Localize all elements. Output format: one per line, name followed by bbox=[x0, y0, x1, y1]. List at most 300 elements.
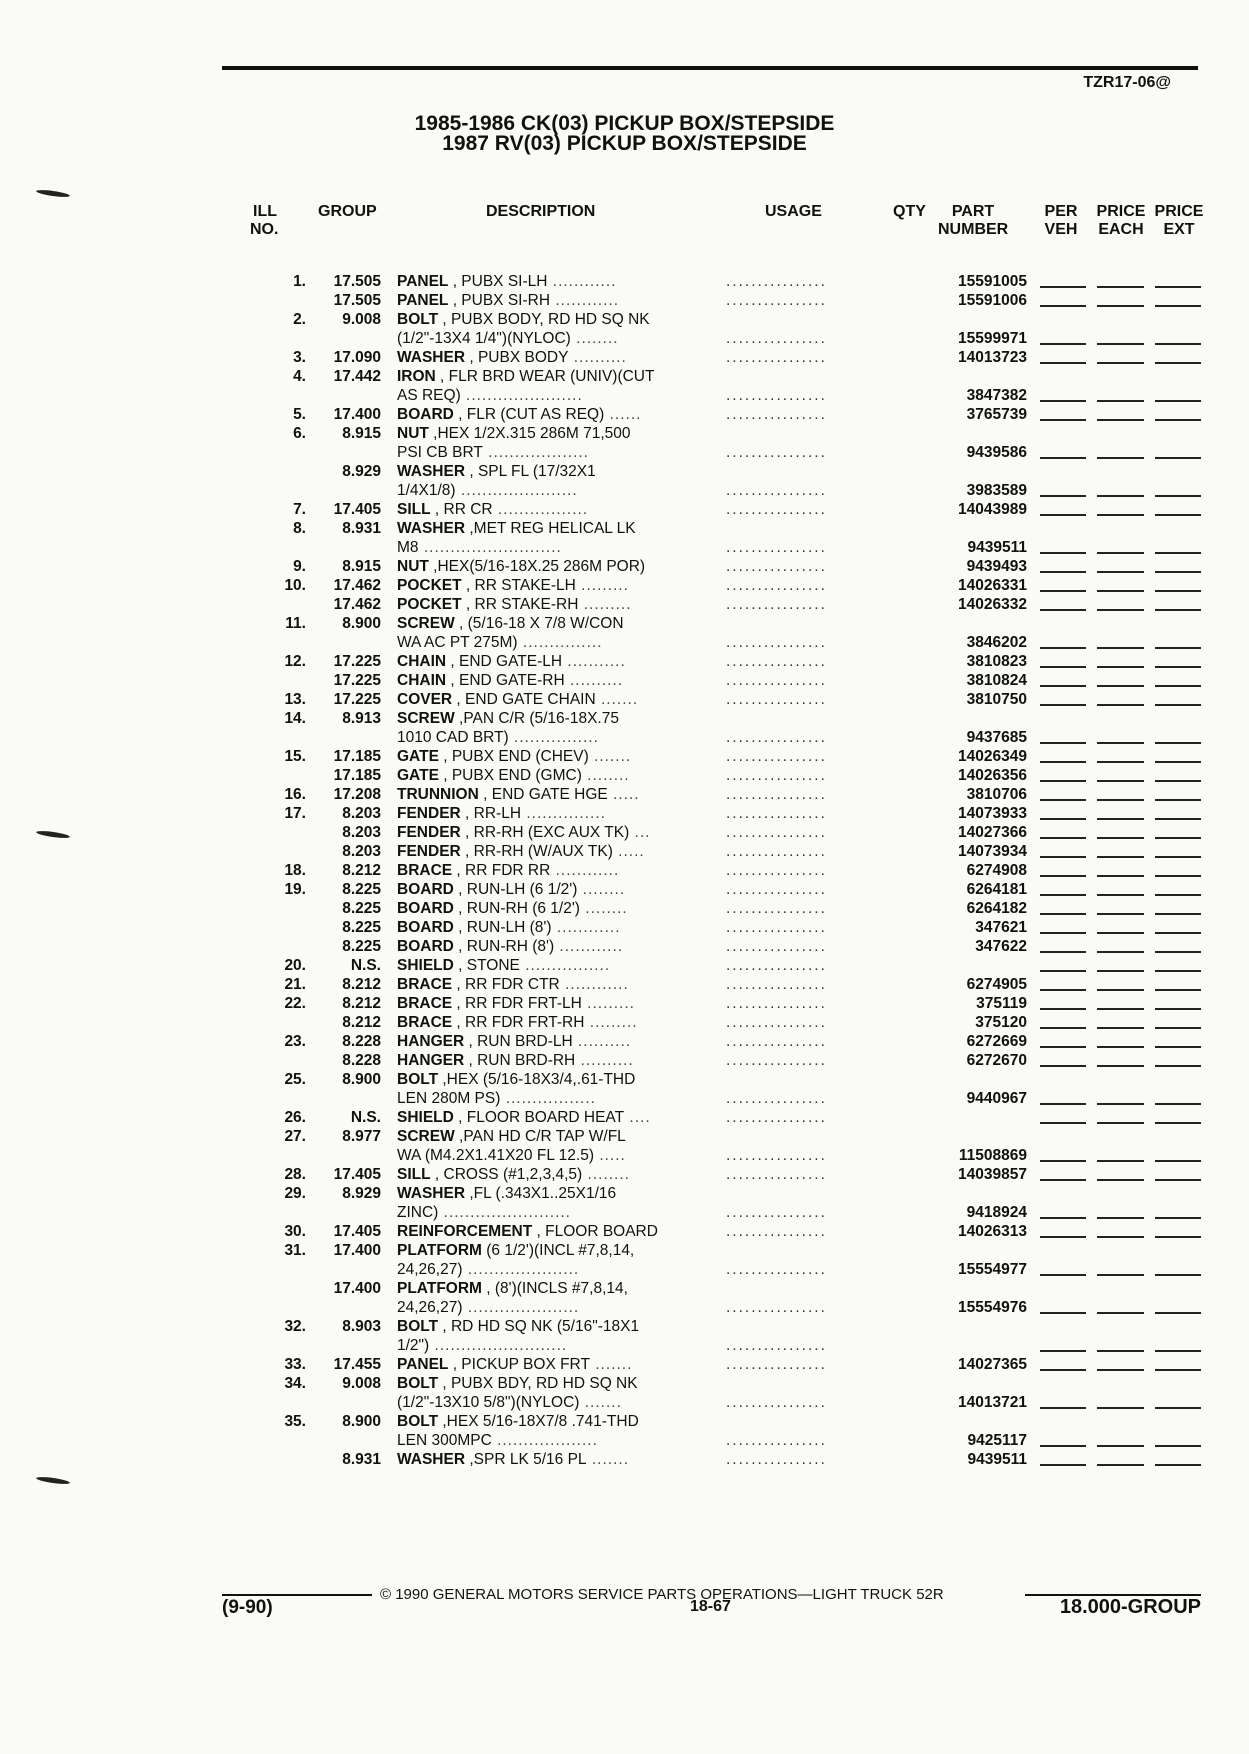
price-each-blank[interactable] bbox=[1097, 666, 1144, 668]
per-veh-blank[interactable] bbox=[1040, 609, 1086, 611]
price-ext-blank[interactable] bbox=[1155, 837, 1201, 839]
description bbox=[397, 386, 702, 405]
price-ext-blank[interactable] bbox=[1155, 1445, 1201, 1447]
per-veh-blank[interactable] bbox=[1040, 1274, 1086, 1276]
per-veh-blank[interactable] bbox=[1040, 343, 1086, 345]
description-detail: , PUBX END (GMC) bbox=[438, 767, 582, 784]
per-veh-blank[interactable] bbox=[1040, 1350, 1086, 1352]
price-each-blank[interactable] bbox=[1097, 1312, 1144, 1314]
per-veh-blank[interactable] bbox=[1040, 1027, 1086, 1029]
description-detail: 1010 CAD BRT) bbox=[397, 729, 509, 746]
price-each-blank[interactable] bbox=[1097, 1122, 1144, 1124]
per-veh-blank[interactable] bbox=[1040, 419, 1086, 421]
part-name: IRON bbox=[397, 368, 436, 385]
price-ext-blank[interactable] bbox=[1155, 400, 1201, 402]
part-number: 9439511 bbox=[967, 539, 1027, 556]
part-number: 15599971 bbox=[958, 330, 1027, 347]
price-each-blank[interactable] bbox=[1097, 970, 1144, 972]
usage: ................ bbox=[726, 824, 827, 841]
price-each-blank[interactable] bbox=[1097, 609, 1144, 611]
description bbox=[397, 595, 702, 614]
price-each-blank[interactable] bbox=[1097, 590, 1144, 592]
description-detail: , RR FDR RR bbox=[452, 862, 551, 879]
group-number: 8.212 bbox=[342, 862, 381, 879]
price-each-blank[interactable] bbox=[1097, 1369, 1144, 1371]
description bbox=[397, 1260, 702, 1279]
price-each-blank[interactable] bbox=[1097, 1217, 1144, 1219]
usage: ................ bbox=[726, 1394, 827, 1411]
price-each-blank[interactable] bbox=[1097, 1046, 1144, 1048]
leader-dots: ........... bbox=[562, 653, 626, 670]
part-number: 9425117 bbox=[967, 1432, 1027, 1449]
table-row bbox=[0, 975, 1249, 994]
part-name: BRACE bbox=[397, 1014, 453, 1031]
entry-blanks bbox=[1040, 1217, 1200, 1219]
price-each-blank[interactable] bbox=[1097, 951, 1144, 953]
usage: ................ bbox=[726, 938, 827, 955]
leader-dots: ............ bbox=[559, 976, 629, 993]
part-number: 14027366 bbox=[958, 824, 1027, 841]
per-veh-blank[interactable] bbox=[1040, 590, 1086, 592]
price-ext-blank[interactable] bbox=[1155, 457, 1201, 459]
part-name: BOLT bbox=[397, 1413, 439, 1430]
price-each-blank[interactable] bbox=[1097, 552, 1144, 554]
per-veh-blank[interactable] bbox=[1040, 818, 1086, 820]
price-ext-blank[interactable] bbox=[1155, 343, 1201, 345]
usage: ................ bbox=[726, 1052, 827, 1069]
ill-number: 5. bbox=[293, 406, 306, 423]
price-ext-blank[interactable] bbox=[1155, 742, 1201, 744]
table-row bbox=[0, 595, 1249, 614]
leader-dots: ............ bbox=[551, 919, 621, 936]
entry-blanks bbox=[1040, 780, 1200, 782]
part-number: 3846202 bbox=[966, 634, 1027, 651]
description-detail: , END GATE-LH bbox=[446, 653, 563, 670]
usage: ................ bbox=[726, 691, 827, 708]
group-number: 17.505 bbox=[333, 273, 381, 290]
price-each-blank[interactable] bbox=[1097, 1160, 1144, 1162]
price-each-blank[interactable] bbox=[1097, 761, 1144, 763]
per-veh-blank[interactable] bbox=[1040, 1312, 1086, 1314]
description bbox=[397, 329, 702, 348]
price-ext-blank[interactable] bbox=[1155, 305, 1201, 307]
per-veh-blank[interactable] bbox=[1040, 704, 1086, 706]
per-veh-blank[interactable] bbox=[1040, 951, 1086, 953]
price-each-blank[interactable] bbox=[1097, 1103, 1144, 1105]
entry-blanks bbox=[1040, 419, 1200, 421]
price-each-blank[interactable] bbox=[1097, 894, 1144, 896]
usage: ................ bbox=[726, 501, 827, 518]
ill-number: 28. bbox=[284, 1166, 306, 1183]
description-detail: (1/2"-13X4 1/4")(NYLOC) bbox=[397, 330, 571, 347]
price-ext-blank[interactable] bbox=[1155, 856, 1201, 858]
per-veh-blank[interactable] bbox=[1040, 552, 1086, 554]
price-ext-blank[interactable] bbox=[1155, 1350, 1201, 1352]
price-each-blank[interactable] bbox=[1097, 514, 1144, 516]
description-detail: , RR-RH (EXC AUX TK) bbox=[460, 824, 630, 841]
part-number: 3847382 bbox=[966, 387, 1027, 404]
price-each-blank[interactable] bbox=[1097, 989, 1144, 991]
leader-dots: ......... bbox=[578, 596, 632, 613]
per-veh-blank[interactable] bbox=[1040, 1065, 1086, 1067]
price-each-blank[interactable] bbox=[1097, 286, 1144, 288]
usage: ................ bbox=[726, 1014, 827, 1031]
price-each-blank[interactable] bbox=[1097, 913, 1144, 915]
group-number: 8.203 bbox=[342, 805, 381, 822]
part-name: BOARD bbox=[397, 938, 454, 955]
per-veh-blank[interactable] bbox=[1040, 666, 1086, 668]
description-detail: ,HEX (5/16-18X3/4,.61-THD bbox=[438, 1071, 636, 1088]
price-ext-blank[interactable] bbox=[1155, 1274, 1201, 1276]
description-detail: (1/2"-13X10 5/8")(NYLOC) bbox=[397, 1394, 580, 1411]
entry-blanks bbox=[1040, 305, 1200, 307]
price-ext-blank[interactable] bbox=[1155, 951, 1201, 953]
description bbox=[397, 1393, 702, 1412]
leader-dots: ......... bbox=[581, 995, 635, 1012]
page-title-line2: 1987 RV(03) PICKUP BOX/STEPSIDE bbox=[442, 132, 807, 155]
price-ext-blank[interactable] bbox=[1155, 875, 1201, 877]
description-detail: , CROSS (#1,2,3,4,5) bbox=[430, 1166, 583, 1183]
part-name: NUT bbox=[397, 558, 429, 575]
per-veh-blank[interactable] bbox=[1040, 856, 1086, 858]
price-each-blank[interactable] bbox=[1097, 856, 1144, 858]
description-detail: 24,26,27) bbox=[397, 1299, 463, 1316]
part-number: 3765739 bbox=[966, 406, 1027, 423]
per-veh-blank[interactable] bbox=[1040, 742, 1086, 744]
price-each-blank[interactable] bbox=[1097, 362, 1144, 364]
price-ext-blank[interactable] bbox=[1155, 989, 1201, 991]
per-veh-blank[interactable] bbox=[1040, 989, 1086, 991]
price-each-blank[interactable] bbox=[1097, 932, 1144, 934]
description bbox=[397, 1146, 702, 1165]
table-row bbox=[0, 1165, 1249, 1184]
price-ext-blank[interactable] bbox=[1155, 590, 1201, 592]
per-veh-blank[interactable] bbox=[1040, 1369, 1086, 1371]
part-number: 14039857 bbox=[958, 1166, 1027, 1183]
price-each-blank[interactable] bbox=[1097, 1350, 1144, 1352]
description bbox=[397, 1222, 702, 1241]
price-ext-blank[interactable] bbox=[1155, 1027, 1201, 1029]
group-number: 8.929 bbox=[342, 1185, 381, 1202]
leader-dots: ................... bbox=[491, 1432, 598, 1449]
description bbox=[397, 443, 702, 462]
per-veh-blank[interactable] bbox=[1040, 305, 1086, 307]
per-veh-blank[interactable] bbox=[1040, 571, 1086, 573]
page-title-line1: 1985-1986 CK(03) PICKUP BOX/STEPSIDE bbox=[414, 112, 835, 135]
price-ext-blank[interactable] bbox=[1155, 818, 1201, 820]
table-row bbox=[0, 1279, 1249, 1298]
per-veh-blank[interactable] bbox=[1040, 362, 1086, 364]
leader-dots: ..... bbox=[607, 786, 640, 803]
part-name: FENDER bbox=[397, 824, 461, 841]
ill-number: 32. bbox=[284, 1318, 306, 1335]
leader-dots: ................. bbox=[492, 501, 589, 518]
usage: ................ bbox=[726, 1147, 827, 1164]
ill-number: 14. bbox=[284, 710, 306, 727]
price-each-blank[interactable] bbox=[1097, 837, 1144, 839]
part-number: 6272670 bbox=[966, 1052, 1027, 1069]
header-per-line1: PER bbox=[1044, 203, 1078, 220]
leader-dots: .......... bbox=[564, 672, 624, 689]
group-number: 8.203 bbox=[342, 824, 381, 841]
footer-page-number: 18-67 bbox=[690, 1598, 731, 1615]
per-veh-blank[interactable] bbox=[1040, 1008, 1086, 1010]
price-ext-blank[interactable] bbox=[1155, 799, 1201, 801]
price-each-blank[interactable] bbox=[1097, 1236, 1144, 1238]
price-ext-blank[interactable] bbox=[1155, 932, 1201, 934]
price-ext-blank[interactable] bbox=[1155, 666, 1201, 668]
leader-dots: ......................... bbox=[429, 1337, 568, 1354]
part-name: BOARD bbox=[397, 919, 454, 936]
price-ext-blank[interactable] bbox=[1155, 1122, 1201, 1124]
ill-number: 33. bbox=[284, 1356, 306, 1373]
price-each-blank[interactable] bbox=[1097, 685, 1144, 687]
leader-dots: ....... bbox=[579, 1394, 622, 1411]
part-name: FENDER bbox=[397, 843, 461, 860]
per-veh-blank[interactable] bbox=[1040, 495, 1086, 497]
price-each-blank[interactable] bbox=[1097, 1274, 1144, 1276]
per-veh-blank[interactable] bbox=[1040, 1046, 1086, 1048]
price-each-blank[interactable] bbox=[1097, 1027, 1144, 1029]
leader-dots: .......................... bbox=[418, 539, 562, 556]
price-ext-blank[interactable] bbox=[1155, 1407, 1201, 1409]
per-veh-blank[interactable] bbox=[1040, 457, 1086, 459]
per-veh-blank[interactable] bbox=[1040, 913, 1086, 915]
ill-number: 7. bbox=[293, 501, 306, 518]
part-name: PANEL bbox=[397, 292, 449, 309]
price-each-blank[interactable] bbox=[1097, 780, 1144, 782]
table-row bbox=[0, 348, 1249, 367]
per-veh-blank[interactable] bbox=[1040, 970, 1086, 972]
per-veh-blank[interactable] bbox=[1040, 1464, 1086, 1466]
table-row bbox=[0, 576, 1249, 595]
per-veh-blank[interactable] bbox=[1040, 894, 1086, 896]
table-row bbox=[0, 500, 1249, 519]
per-veh-blank[interactable] bbox=[1040, 1217, 1086, 1219]
footer-copyright: © 1990 GENERAL MOTORS SERVICE PARTS OPERATIONS—LIGHT TRUCK 52R bbox=[380, 1586, 944, 1603]
price-each-blank[interactable] bbox=[1097, 1445, 1144, 1447]
usage: ................ bbox=[726, 881, 827, 898]
price-each-blank[interactable] bbox=[1097, 1065, 1144, 1067]
part-name: BRACE bbox=[397, 995, 453, 1012]
description bbox=[397, 348, 702, 367]
header-price-ext bbox=[1150, 203, 1208, 239]
usage: ................ bbox=[726, 482, 827, 499]
price-ext-blank[interactable] bbox=[1155, 1217, 1201, 1219]
price-ext-blank[interactable] bbox=[1155, 552, 1201, 554]
part-number: 14026313 bbox=[958, 1223, 1027, 1240]
part-number: 3810706 bbox=[966, 786, 1027, 803]
price-ext-blank[interactable] bbox=[1155, 419, 1201, 421]
description bbox=[397, 842, 702, 861]
price-each-blank[interactable] bbox=[1097, 742, 1144, 744]
usage: ................ bbox=[726, 292, 827, 309]
usage: ................ bbox=[726, 406, 827, 423]
description-detail: , RR STAKE-RH bbox=[461, 596, 579, 613]
price-each-blank[interactable] bbox=[1097, 818, 1144, 820]
leader-dots: ........ bbox=[582, 1166, 630, 1183]
header-per-line2: VEH bbox=[1044, 221, 1078, 238]
per-veh-blank[interactable] bbox=[1040, 780, 1086, 782]
price-each-blank[interactable] bbox=[1097, 305, 1144, 307]
description-detail: WA (M4.2X1.41X20 FL 12.5) bbox=[397, 1147, 595, 1164]
per-veh-blank[interactable] bbox=[1040, 1236, 1086, 1238]
leader-dots: ............... bbox=[521, 805, 606, 822]
per-veh-blank[interactable] bbox=[1040, 875, 1086, 877]
price-each-blank[interactable] bbox=[1097, 1407, 1144, 1409]
price-ext-blank[interactable] bbox=[1155, 685, 1201, 687]
price-ext-blank[interactable] bbox=[1155, 970, 1201, 972]
part-name: SILL bbox=[397, 501, 431, 518]
per-veh-blank[interactable] bbox=[1040, 1445, 1086, 1447]
price-ext-blank[interactable] bbox=[1155, 362, 1201, 364]
per-veh-blank[interactable] bbox=[1040, 400, 1086, 402]
ill-number: 34. bbox=[284, 1375, 306, 1392]
ill-number: 13. bbox=[284, 691, 306, 708]
price-ext-blank[interactable] bbox=[1155, 780, 1201, 782]
header-price-ext-line1: PRICE bbox=[1154, 203, 1204, 220]
usage: ................ bbox=[726, 729, 827, 746]
punch-mark bbox=[36, 189, 70, 199]
header-price-each bbox=[1096, 203, 1146, 239]
part-name: PANEL bbox=[397, 273, 449, 290]
part-number: 347621 bbox=[975, 919, 1027, 936]
price-each-blank[interactable] bbox=[1097, 799, 1144, 801]
leader-dots: ..................... bbox=[462, 1299, 580, 1316]
per-veh-blank[interactable] bbox=[1040, 1122, 1086, 1124]
price-ext-blank[interactable] bbox=[1155, 1369, 1201, 1371]
description bbox=[397, 1336, 702, 1355]
price-each-blank[interactable] bbox=[1097, 647, 1144, 649]
group-number: N.S. bbox=[350, 957, 381, 974]
description bbox=[397, 576, 702, 595]
description bbox=[397, 1108, 702, 1127]
entry-blanks bbox=[1040, 1369, 1200, 1371]
price-each-blank[interactable] bbox=[1097, 875, 1144, 877]
per-veh-blank[interactable] bbox=[1040, 647, 1086, 649]
price-ext-blank[interactable] bbox=[1155, 571, 1201, 573]
price-ext-blank[interactable] bbox=[1155, 514, 1201, 516]
per-veh-blank[interactable] bbox=[1040, 1179, 1086, 1181]
price-ext-blank[interactable] bbox=[1155, 495, 1201, 497]
price-ext-blank[interactable] bbox=[1155, 894, 1201, 896]
part-name: TRUNNION bbox=[397, 786, 479, 803]
table-row bbox=[0, 291, 1249, 310]
description bbox=[397, 272, 702, 291]
table-row bbox=[0, 1412, 1249, 1431]
per-veh-blank[interactable] bbox=[1040, 685, 1086, 687]
per-veh-blank[interactable] bbox=[1040, 799, 1086, 801]
price-ext-blank[interactable] bbox=[1155, 1236, 1201, 1238]
group-number: 17.400 bbox=[333, 1242, 381, 1259]
price-ext-blank[interactable] bbox=[1155, 1008, 1201, 1010]
price-ext-blank[interactable] bbox=[1155, 1160, 1201, 1162]
group-number: 8.900 bbox=[342, 615, 381, 632]
price-ext-blank[interactable] bbox=[1155, 1464, 1201, 1466]
price-each-blank[interactable] bbox=[1097, 400, 1144, 402]
part-number: 3810823 bbox=[966, 653, 1027, 670]
table-row bbox=[0, 1355, 1249, 1374]
price-ext-blank[interactable] bbox=[1155, 761, 1201, 763]
price-ext-blank[interactable] bbox=[1155, 704, 1201, 706]
description bbox=[397, 424, 702, 443]
price-each-blank[interactable] bbox=[1097, 571, 1144, 573]
price-ext-blank[interactable] bbox=[1155, 1046, 1201, 1048]
leader-dots: ....... bbox=[595, 691, 639, 708]
price-ext-blank[interactable] bbox=[1155, 1312, 1201, 1314]
group-number: 8.915 bbox=[342, 425, 381, 442]
price-each-blank[interactable] bbox=[1097, 343, 1144, 345]
table-row bbox=[0, 690, 1249, 709]
per-veh-blank[interactable] bbox=[1040, 1160, 1086, 1162]
per-veh-blank[interactable] bbox=[1040, 1103, 1086, 1105]
description bbox=[397, 1032, 702, 1051]
group-number: 8.931 bbox=[342, 520, 381, 537]
per-veh-blank[interactable] bbox=[1040, 286, 1086, 288]
description-detail: , PUBX BODY, RD HD SQ NK bbox=[438, 311, 650, 328]
description-detail: ,FL (.343X1..25X1/16 bbox=[465, 1185, 617, 1202]
price-ext-blank[interactable] bbox=[1155, 1179, 1201, 1181]
ill-number: 25. bbox=[284, 1071, 306, 1088]
price-ext-blank[interactable] bbox=[1155, 913, 1201, 915]
per-veh-blank[interactable] bbox=[1040, 514, 1086, 516]
entry-blanks bbox=[1040, 1464, 1200, 1466]
description bbox=[397, 956, 702, 975]
price-each-blank[interactable] bbox=[1097, 704, 1144, 706]
top-rule bbox=[222, 66, 1198, 70]
price-each-blank[interactable] bbox=[1097, 419, 1144, 421]
group-number: 17.405 bbox=[333, 1166, 381, 1183]
price-ext-blank[interactable] bbox=[1155, 1103, 1201, 1105]
per-veh-blank[interactable] bbox=[1040, 1407, 1086, 1409]
ill-number: 1. bbox=[293, 273, 306, 290]
ill-number: 6. bbox=[293, 425, 306, 442]
per-veh-blank[interactable] bbox=[1040, 761, 1086, 763]
part-number: 15591005 bbox=[958, 273, 1027, 290]
price-each-blank[interactable] bbox=[1097, 1464, 1144, 1466]
table-row bbox=[0, 405, 1249, 424]
entry-blanks bbox=[1040, 590, 1200, 592]
part-name: HANGER bbox=[397, 1033, 465, 1050]
part-name: BOLT bbox=[397, 1318, 439, 1335]
part-name: WASHER bbox=[397, 349, 466, 366]
price-each-blank[interactable] bbox=[1097, 495, 1144, 497]
ill-number: 30. bbox=[284, 1223, 306, 1240]
table-row bbox=[0, 1260, 1249, 1279]
price-each-blank[interactable] bbox=[1097, 457, 1144, 459]
usage: ................ bbox=[726, 653, 827, 670]
price-each-blank[interactable] bbox=[1097, 1008, 1144, 1010]
part-name: PLATFORM bbox=[397, 1242, 482, 1259]
price-ext-blank[interactable] bbox=[1155, 1065, 1201, 1067]
per-veh-blank[interactable] bbox=[1040, 932, 1086, 934]
leader-dots: ...................... bbox=[460, 387, 583, 404]
description bbox=[397, 804, 702, 823]
group-number: 17.442 bbox=[333, 368, 381, 385]
per-veh-blank[interactable] bbox=[1040, 837, 1086, 839]
entry-blanks bbox=[1040, 1160, 1200, 1162]
price-each-blank[interactable] bbox=[1097, 1179, 1144, 1181]
leader-dots: ...... bbox=[604, 406, 642, 423]
price-ext-blank[interactable] bbox=[1155, 647, 1201, 649]
entry-blanks bbox=[1040, 1274, 1200, 1276]
ill-number: 26. bbox=[284, 1109, 306, 1126]
entry-blanks bbox=[1040, 647, 1200, 649]
part-name: BOLT bbox=[397, 1375, 439, 1392]
part-name: PANEL bbox=[397, 1356, 449, 1373]
price-ext-blank[interactable] bbox=[1155, 286, 1201, 288]
price-ext-blank[interactable] bbox=[1155, 609, 1201, 611]
